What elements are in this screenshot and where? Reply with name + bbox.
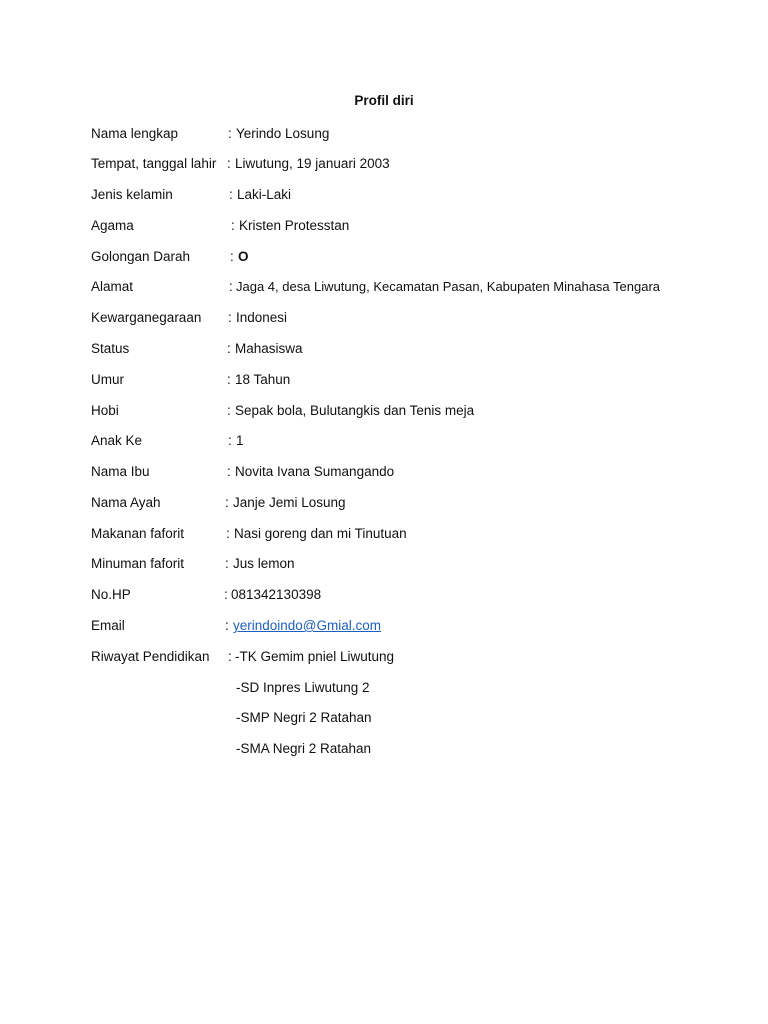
field-label: Riwayat Pendidikan	[91, 649, 210, 664]
education-item: -TK Gemim pniel Liwutung	[235, 649, 395, 664]
field-label: Makanan faforit	[91, 526, 185, 541]
field-value: Liwutung, 19 januari 2003	[235, 156, 390, 171]
education-item: -SD Inpres Liwutung 2	[236, 680, 370, 695]
separator: :	[227, 372, 231, 387]
field-label: Hobi	[91, 403, 119, 418]
separator: :	[226, 526, 230, 541]
separator: :	[228, 126, 232, 141]
field-value: Jaga 4, desa Liwutung, Kecamatan Pasan, Kabupaten Minahasa Tengara	[236, 279, 661, 294]
field-value: O	[238, 249, 249, 264]
separator: :	[230, 249, 234, 264]
field-value: 081342130398	[231, 587, 322, 602]
separator: :	[225, 618, 229, 633]
field-value: 1	[236, 433, 244, 448]
field-label: Tempat, tanggal lahir	[91, 156, 217, 171]
separator: :	[228, 310, 232, 325]
education-item: -SMA Negri 2 Ratahan	[236, 741, 372, 756]
page-title: Profil diri	[354, 93, 414, 108]
email-link[interactable]: yerindoindo@Gmial.com	[233, 618, 382, 633]
separator: :	[231, 218, 235, 233]
field-value: Yerindo Losung	[236, 126, 330, 141]
field-value: Sepak bola, Bulutangkis dan Tenis meja	[235, 403, 475, 418]
field-label: Agama	[91, 218, 134, 233]
field-value: Novita Ivana Sumangando	[235, 464, 395, 479]
separator: :	[229, 279, 233, 294]
separator: :	[224, 587, 228, 602]
field-label: Nama Ibu	[91, 464, 150, 479]
education-item: -SMP Negri 2 Ratahan	[236, 710, 372, 725]
field-label: Kewarganegaraan	[91, 310, 202, 325]
separator: :	[227, 403, 231, 418]
field-value: Janje Jemi Losung	[233, 495, 346, 510]
separator: :	[227, 341, 231, 356]
field-label: Status	[91, 341, 130, 356]
field-label: Nama Ayah	[91, 495, 161, 510]
field-label: Nama lengkap	[91, 126, 179, 141]
separator: :	[228, 649, 232, 664]
field-value: Jus lemon	[233, 556, 295, 571]
field-value: Mahasiswa	[235, 341, 303, 356]
field-label: Jenis kelamin	[91, 187, 173, 202]
separator: :	[228, 433, 232, 448]
separator: :	[225, 495, 229, 510]
field-value: Nasi goreng dan mi Tinutuan	[234, 526, 407, 541]
separator: :	[225, 556, 229, 571]
field-label: Umur	[91, 372, 124, 387]
separator: :	[229, 187, 233, 202]
field-value: Indonesi	[236, 310, 288, 325]
field-label: No.HP	[91, 587, 131, 602]
field-label: Anak Ke	[91, 433, 143, 448]
field-label: Minuman faforit	[91, 556, 185, 571]
field-value: Laki-Laki	[237, 187, 292, 202]
separator: :	[227, 156, 231, 171]
field-value: 18 Tahun	[235, 372, 291, 387]
field-label: Email	[91, 618, 125, 633]
field-label: Alamat	[91, 279, 134, 294]
separator: :	[227, 464, 231, 479]
field-value: Kristen Protesstan	[239, 218, 350, 233]
field-label: Golongan Darah	[91, 249, 191, 264]
